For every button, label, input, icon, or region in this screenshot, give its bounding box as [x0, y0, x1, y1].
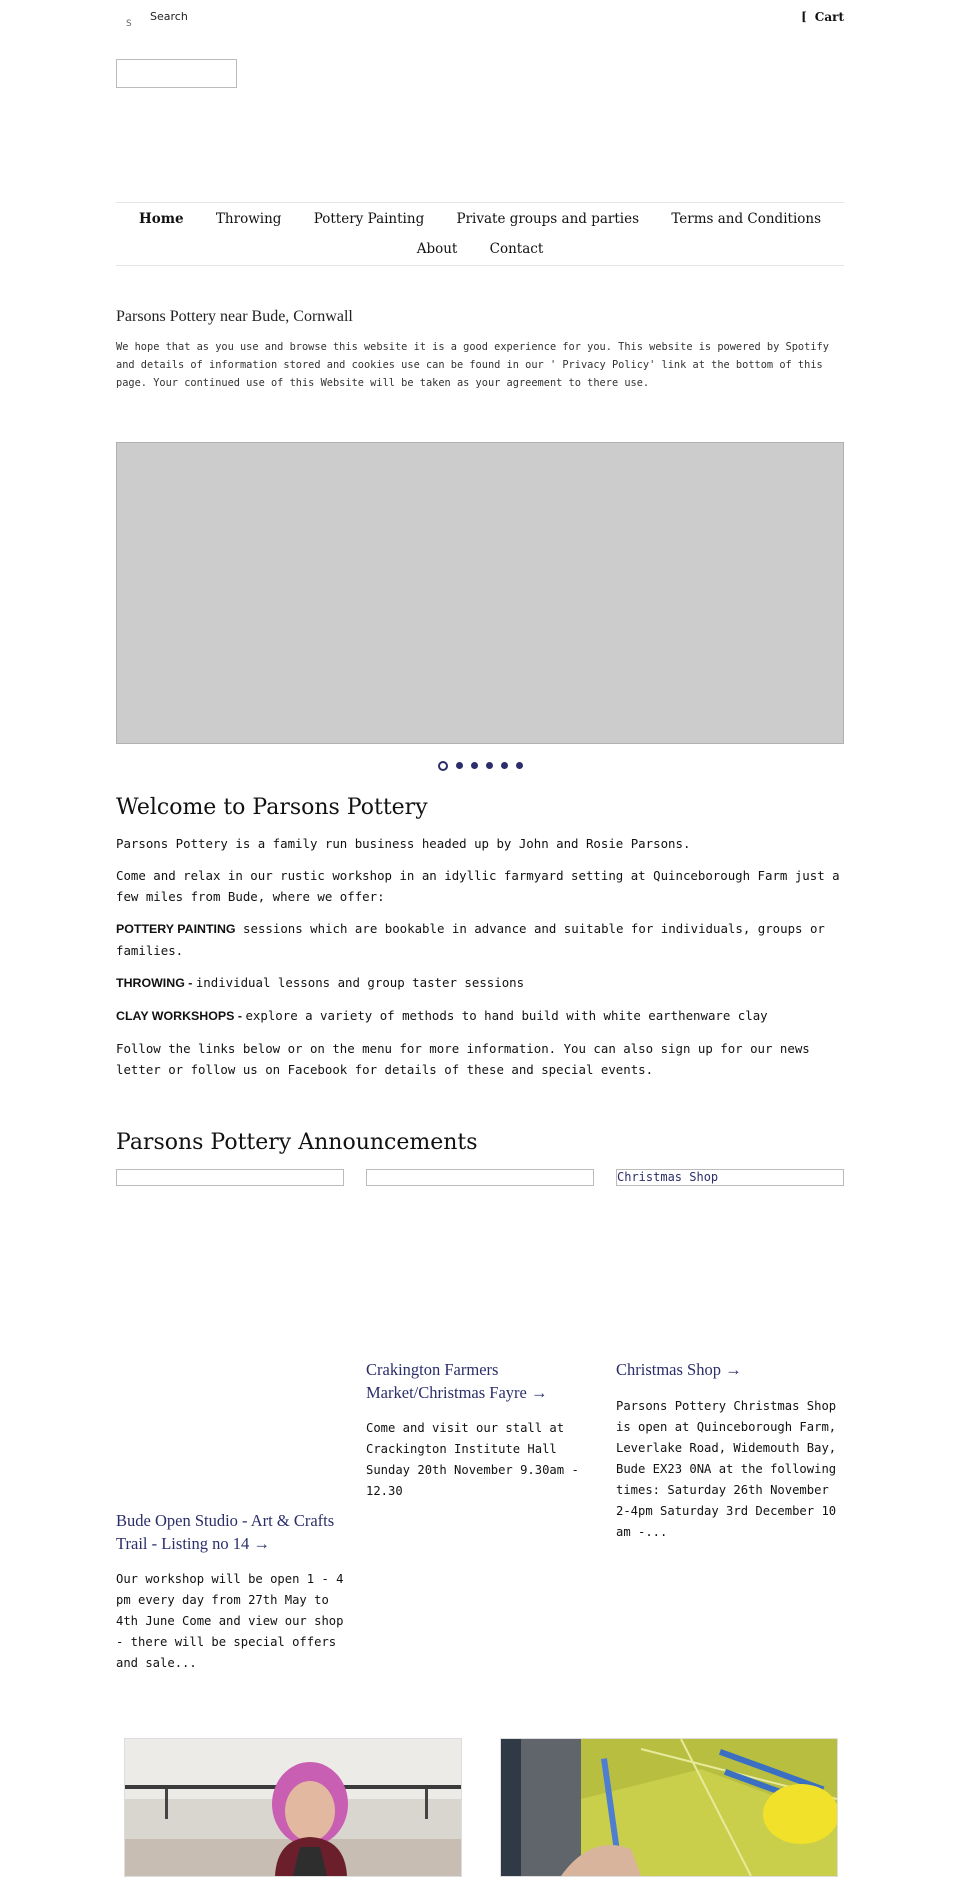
offer-clay-workshops — [116, 1005, 844, 1027]
slider-dots — [116, 755, 844, 774]
slider-dot[interactable] — [486, 762, 493, 769]
nav-item-private-groups[interactable]: Private groups and parties — [456, 211, 640, 227]
cart-label[interactable]: Cart — [814, 10, 844, 24]
nav-item-about[interactable]: About — [416, 241, 458, 257]
offer-text: sessions which are bookable in advance and suitable for individuals, groups or families. — [116, 921, 825, 958]
intro-text: We hope that as you use and browse this website it is a good experience for you. This website is powered by Spotify and details of information stored and cookies use can be found in our ' Privacy Policy' link at the bottom of this page. Your continued use of this Website will be taken as your agreement to there use. — [116, 341, 829, 389]
announcement-summary: Come and visit our stall at Crackington Institute Hall Sunday 20th November 9.30am - 12.30 — [366, 1421, 579, 1498]
announcement-thumbnail[interactable] — [366, 1169, 594, 1186]
image-slider[interactable] — [116, 442, 844, 744]
offer-label: THROWING - — [116, 976, 196, 990]
announcement-title[interactable]: Christmas Shop → — [616, 1360, 742, 1379]
slider-dot[interactable] — [456, 762, 463, 769]
welcome-paragraph: Follow the links below or on the menu for more information. You can also sign up for our news letter or follow us on Facebook for details of these and special events. — [116, 1041, 810, 1077]
search-label[interactable]: Search — [150, 10, 188, 23]
main-nav — [116, 202, 844, 266]
nav-item-terms[interactable]: Terms and Conditions — [671, 211, 822, 227]
welcome-paragraph: Come and relax in our rustic workshop in an idyllic farmyard setting at Quinceborough Farm just a few miles from Bude, where we offer: — [116, 868, 840, 904]
offer-text: individual lessons and group taster sessions — [195, 975, 525, 990]
nav-item-pottery-painting[interactable]: Pottery Painting — [313, 211, 425, 227]
announcement-card — [616, 1169, 844, 1569]
offer-text: explore a variety of methods to hand build with white earthenware clay — [245, 1008, 768, 1023]
announcement-summary: Our workshop will be open 1 - 4 pm every day from 27th May to 4th June Come and view our shop - there will be special offers and sale... — [116, 1572, 344, 1670]
logo-placeholder[interactable] — [116, 59, 237, 88]
offer-pottery-painting — [116, 918, 844, 961]
announcement-title[interactable]: Bude Open Studio - Art & Crafts Trail - Listing no 14 → — [116, 1511, 335, 1553]
slider-dot[interactable] — [501, 762, 508, 769]
announcement-thumbnail[interactable] — [116, 1169, 344, 1186]
welcome-paragraph: Parsons Pottery is a family run business headed up by John and Rosie Parsons. — [116, 836, 691, 851]
announcement-card — [116, 1169, 344, 1689]
nav-item-throwing[interactable]: Throwing — [215, 211, 282, 227]
cart-link[interactable] — [801, 10, 844, 24]
offer-throwing — [116, 972, 844, 994]
nav-item-contact[interactable]: Contact — [489, 241, 544, 257]
woman-smiling-photo — [124, 1738, 462, 1877]
announcement-card — [366, 1169, 594, 1569]
nav-row-2 — [116, 241, 844, 257]
offer-label: CLAY WORKSHOPS - — [116, 1009, 246, 1023]
search-icon: S — [126, 19, 132, 29]
intro-title: Parsons Pottery near Bude, Cornwall — [116, 308, 353, 325]
announcement-title[interactable]: Crakington Farmers Market/Christmas Fayre → — [366, 1360, 548, 1402]
slider-dot[interactable] — [471, 762, 478, 769]
offer-label: POTTERY PAINTING — [116, 922, 236, 936]
announcement-summary: Parsons Pottery Christmas Shop is open at Quinceborough Farm, Leverlake Road, Widemouth Bay, Bude EX23 0NA at the following times: Saturday 26th November 2-4pm Saturday 3rd December 10 am -... — [616, 1399, 837, 1539]
welcome-content — [116, 833, 844, 1091]
cart-icon: [ — [801, 10, 807, 24]
welcome-heading: Welcome to Parsons Pottery — [116, 795, 428, 820]
announcements-heading: Parsons Pottery Announcements — [116, 1130, 478, 1155]
announcement-thumbnail[interactable]: Christmas Shop — [616, 1169, 844, 1186]
nav-row-1 — [116, 211, 844, 227]
nav-item-home[interactable]: Home — [138, 211, 184, 227]
slider-dot[interactable] — [516, 762, 523, 769]
slider-dot[interactable] — [438, 761, 448, 771]
painting-pottery-photo — [500, 1738, 838, 1877]
